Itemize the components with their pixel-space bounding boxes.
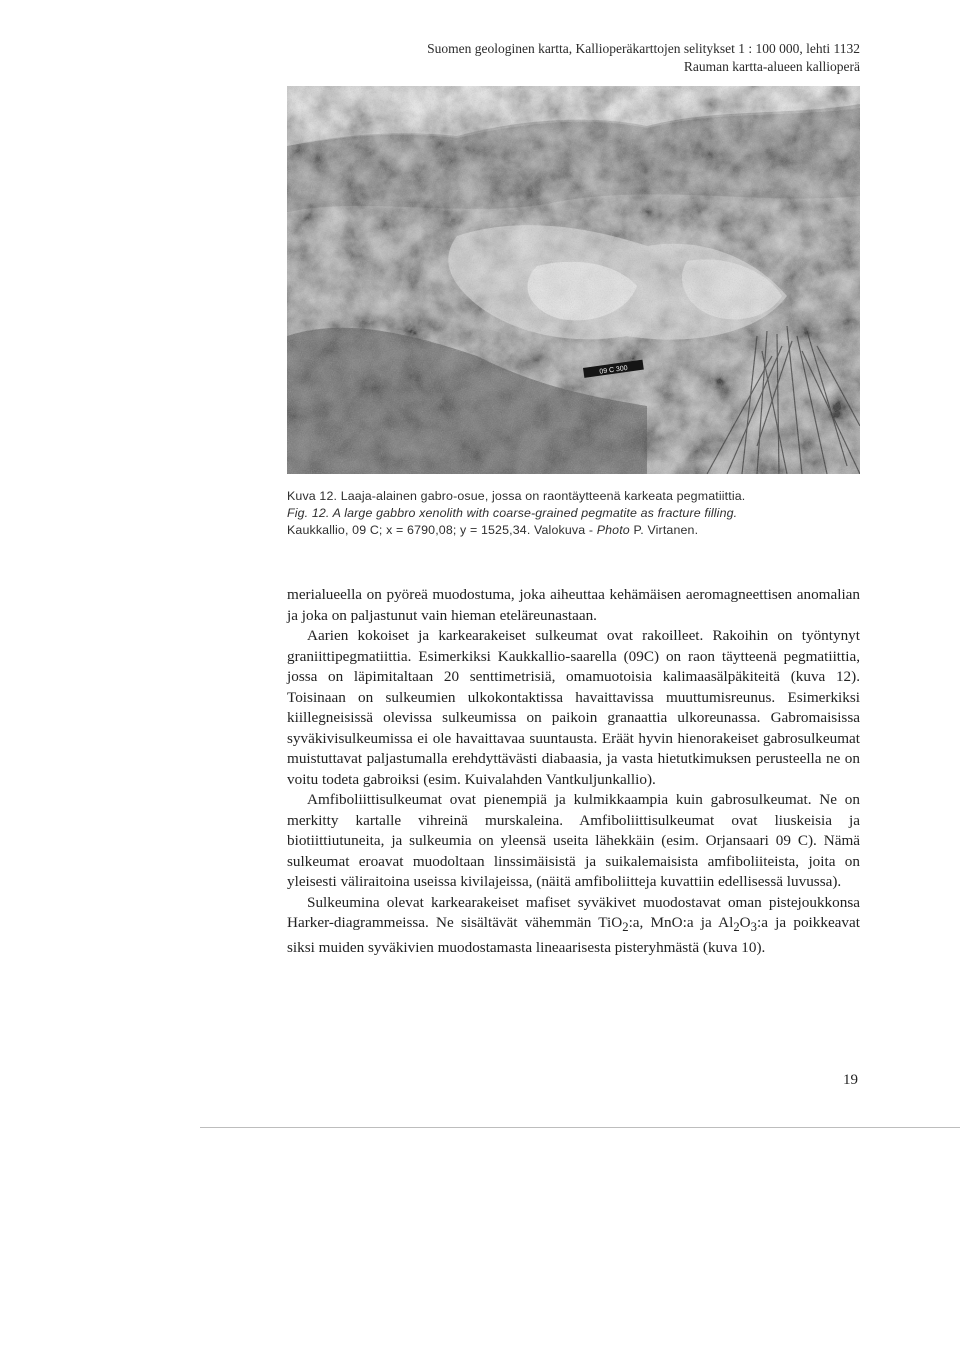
caption-english: Fig. 12. A large gabbro xenolith with coarse-grained pegmatite as fracture filling. <box>287 506 738 520</box>
paragraph-4-text-c: O <box>739 914 751 931</box>
body-text <box>287 585 860 958</box>
caption-photographer: P. Virtanen. <box>629 523 699 537</box>
paragraph-4-text-a: Sulkeumina olevat karkearakeiset mafiset syväkivet muodostavat oman pistejoukkonsa Harker-diagrammeissa. Ne sisältävät vähemmän TiO <box>287 893 860 931</box>
paragraph-4 <box>287 893 860 959</box>
caption-location <box>287 522 867 539</box>
subscript-2-a: 2 <box>622 920 629 935</box>
paragraph-4-text-b: :a, MnO:a ja Al <box>628 914 734 931</box>
caption-photo-word: Photo <box>596 523 630 537</box>
page-number: 19 <box>843 1072 858 1088</box>
paragraph-1: merialueella on pyöreä muodostuma, joka aiheuttaa kehämäisen aeromagneettisen anomalian ja joka on paljastunut vain hieman eteläreunastaan. <box>287 586 860 624</box>
subscript-3: 3 <box>750 920 757 935</box>
running-header <box>427 40 860 76</box>
subscript-2-b: 2 <box>733 920 740 935</box>
paragraph-2: Aarien kokoiset ja karkearakeiset sulkeumat ovat rakoilleet. Rakoihin on työntynyt graniittipegmatiittia. Esimerkiksi Kaukkallio-saarella (09C) on raon täytteenä pegmatiittia, jossa on läpimitaltaan 20 senttimetrisiä, omamuotoisia kalimaasälpäkiteitä (kuva 12). Toisinaan on sulkeumien ulkokontaktissa havaittavissa muuttumisreunus. Esimerkiksi kiillegneisissä olevissa sulkeumissa on paikoin granaattia ulkoreunassa. Gabromaisissa syväkivisulkeumissa ei ole havaittavaa suuntausta. Eräät hyvin hienorakeiset gabrosulkeumat muistuttavat paljastumalla erehdyttävästi diabaasia, ja vasta hietutkimuksen perusteella ne on voitu todeta gabroiksi (esim. Kuivalahden Vantkuljunkallio). <box>287 627 860 788</box>
header-report-title: Rauman kartta-alueen kallioperä <box>683 59 860 74</box>
scale-card-label: 09 C 300 <box>599 364 629 376</box>
rock-outcrop-photo <box>287 86 860 474</box>
scan-edge-line <box>200 1127 960 1128</box>
paragraph-4-text-d: :a ja poikkeavat siksi muiden syväkivien muodostamasta lineaarisesta pisteryhmästä (kuva 10). <box>287 914 860 956</box>
paragraph-3: Amfiboliittisulkeumat ovat pienempiä ja kulmikkaampia kuin gabrosulkeumat. Ne on merkitty kartalle vihreinä murskaleina. Amfiboliittisulkeumat ovat liuskeisia ja biotiittiutuneita, ja sulkeumia on yleensä useita lähekkäin (esim. Orjansaari 09 C). Nämä sulkeumat eroavat muodoltaan linssimäisistä ja suikalemaisista amfiboliiteista, joita on yleisesti väliraitoina useissa kivilajeissa, (näitä amfiboliitteja kuvattiin edellisessä luvussa). <box>287 791 860 890</box>
header-series-title: Suomen geologinen kartta, Kallioperäkarttojen selitykset 1 : 100 000, lehti 1132 <box>427 41 860 56</box>
caption-finnish: Kuva 12. Laaja-alainen gabro-osue, jossa on raontäytteenä karkeata pegmatiittia. <box>287 489 746 503</box>
caption-location-text: Kaukkallio, 09 C; x = 6790,08; y = 1525,34. Valokuva - <box>287 523 597 537</box>
figure-caption <box>287 488 867 539</box>
